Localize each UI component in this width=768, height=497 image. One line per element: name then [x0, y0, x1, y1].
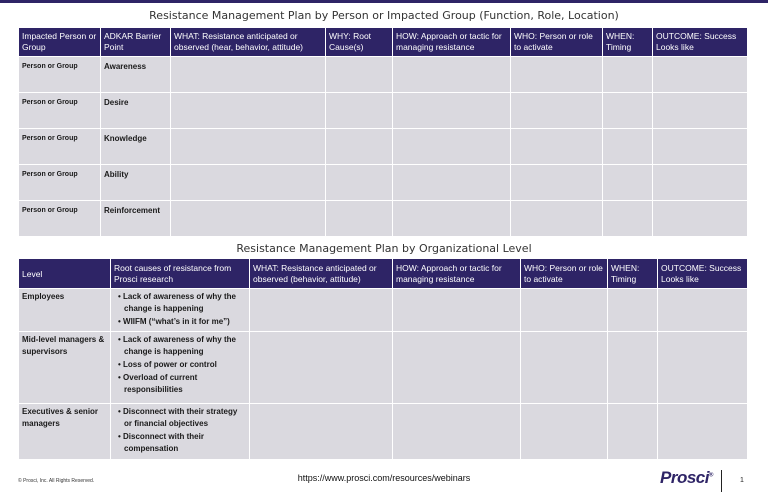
level-cell[interactable]: Executives & senior managers — [19, 404, 111, 460]
table2-header-cell: Root causes of resistance from Prosci research — [111, 259, 250, 289]
empty-cell[interactable] — [603, 165, 653, 201]
person-group-table — [18, 27, 748, 237]
table2-header-cell: Level — [19, 259, 111, 289]
empty-cell[interactable] — [608, 332, 658, 404]
empty-cell[interactable] — [511, 57, 603, 93]
empty-cell[interactable] — [608, 289, 658, 332]
empty-cell[interactable] — [603, 93, 653, 129]
empty-cell[interactable] — [393, 93, 511, 129]
cause-item: • Disconnect with their compensation — [114, 431, 246, 455]
empty-cell[interactable] — [393, 201, 511, 237]
level-cell[interactable]: Mid-level managers & supervisors — [19, 332, 111, 404]
empty-cell[interactable] — [393, 57, 511, 93]
empty-cell[interactable] — [653, 129, 748, 165]
empty-cell[interactable] — [250, 289, 393, 332]
empty-cell[interactable] — [653, 93, 748, 129]
empty-cell[interactable] — [608, 404, 658, 460]
table2-header-row — [19, 259, 748, 289]
table-row — [19, 93, 748, 129]
causes-list — [114, 334, 246, 396]
empty-cell[interactable] — [393, 289, 521, 332]
causes-list — [114, 406, 246, 455]
empty-cell[interactable] — [511, 165, 603, 201]
empty-cell[interactable] — [511, 201, 603, 237]
empty-cell[interactable] — [171, 93, 326, 129]
adkar-cell[interactable]: Knowledge — [101, 129, 171, 165]
empty-cell[interactable] — [326, 201, 393, 237]
empty-cell[interactable] — [603, 129, 653, 165]
causes-cell[interactable] — [111, 404, 250, 460]
cause-item: • Disconnect with their strategy or financial objectives — [114, 406, 246, 430]
person-cell[interactable]: Person or Group — [19, 201, 101, 237]
logo-divider — [721, 470, 722, 492]
table1-header-row — [19, 28, 748, 57]
adkar-cell[interactable]: Awareness — [101, 57, 171, 93]
table-row — [19, 404, 748, 460]
empty-cell[interactable] — [658, 289, 748, 332]
person-cell[interactable]: Person or Group — [19, 129, 101, 165]
adkar-cell[interactable]: Desire — [101, 93, 171, 129]
empty-cell[interactable] — [250, 404, 393, 460]
table-row — [19, 201, 748, 237]
table1-header-cell: OUTCOME: Success Looks like — [653, 28, 748, 57]
empty-cell[interactable] — [326, 129, 393, 165]
level-cell[interactable]: Employees — [19, 289, 111, 332]
empty-cell[interactable] — [171, 57, 326, 93]
empty-cell[interactable] — [393, 129, 511, 165]
table2-header-cell: WHEN: Timing — [608, 259, 658, 289]
cause-item: • Lack of awareness of why the change is happening — [114, 291, 246, 315]
empty-cell[interactable] — [521, 332, 608, 404]
table-row — [19, 57, 748, 93]
table2-title: Resistance Management Plan by Organizational Level — [236, 242, 532, 255]
causes-cell[interactable] — [111, 289, 250, 332]
table1-title: Resistance Management Plan by Person or Impacted Group (Function, Role, Location) — [149, 9, 619, 22]
top-rule — [0, 0, 768, 3]
table1-header-cell: WHO: Person or role to activate — [511, 28, 603, 57]
empty-cell[interactable] — [393, 165, 511, 201]
empty-cell[interactable] — [326, 165, 393, 201]
empty-cell[interactable] — [521, 404, 608, 460]
empty-cell[interactable] — [658, 404, 748, 460]
cause-item: • Overload of current responsibilities — [114, 372, 246, 396]
empty-cell[interactable] — [393, 332, 521, 404]
empty-cell[interactable] — [326, 93, 393, 129]
cause-item: • WIIFM (“what’s in it for me”) — [114, 316, 246, 328]
empty-cell[interactable] — [511, 93, 603, 129]
cause-item: • Loss of power or control — [114, 359, 246, 371]
empty-cell[interactable] — [653, 57, 748, 93]
adkar-cell[interactable]: Reinforcement — [101, 201, 171, 237]
table1-header-cell: WHAT: Resistance anticipated or observed (hear, behavior, attitude) — [171, 28, 326, 57]
empty-cell[interactable] — [603, 57, 653, 93]
webinars-link[interactable]: https://www.prosci.com/resources/webinars — [297, 473, 471, 483]
adkar-cell[interactable]: Ability — [101, 165, 171, 201]
person-cell[interactable]: Person or Group — [19, 93, 101, 129]
empty-cell[interactable] — [393, 404, 521, 460]
table1-header-cell: WHEN: Timing — [603, 28, 653, 57]
empty-cell[interactable] — [653, 201, 748, 237]
causes-cell[interactable] — [111, 332, 250, 404]
table-row — [19, 289, 748, 332]
cause-item: • Lack of awareness of why the change is happening — [114, 334, 246, 358]
page-number: 1 — [740, 477, 744, 484]
table1-header-cell: Impacted Person or Group — [19, 28, 101, 57]
empty-cell[interactable] — [250, 332, 393, 404]
empty-cell[interactable] — [171, 129, 326, 165]
org-level-table — [18, 258, 748, 460]
table2-header-cell: WHAT: Resistance anticipated or observed (behavior, attitude) — [250, 259, 393, 289]
empty-cell[interactable] — [653, 165, 748, 201]
empty-cell[interactable] — [511, 129, 603, 165]
empty-cell[interactable] — [521, 289, 608, 332]
copyright-text: © Prosci, Inc. All Rights Reserved. — [18, 478, 95, 484]
logo-text: Prosci — [660, 468, 709, 487]
table-row — [19, 165, 748, 201]
causes-list — [114, 291, 246, 328]
logo-registered-mark: ® — [708, 472, 713, 479]
empty-cell[interactable] — [603, 201, 653, 237]
empty-cell[interactable] — [171, 201, 326, 237]
prosci-logo — [660, 468, 713, 488]
empty-cell[interactable] — [171, 165, 326, 201]
empty-cell[interactable] — [658, 332, 748, 404]
table2-header-cell: OUTCOME: Success Looks like — [658, 259, 748, 289]
table2-header-cell: WHO: Person or role to activate — [521, 259, 608, 289]
empty-cell[interactable] — [326, 57, 393, 93]
person-cell[interactable]: Person or Group — [19, 57, 101, 93]
table1-header-cell: WHY: Root Cause(s) — [326, 28, 393, 57]
table-row — [19, 129, 748, 165]
table-row — [19, 332, 748, 404]
table2-header-cell: HOW: Approach or tactic for managing resistance — [393, 259, 521, 289]
person-cell[interactable]: Person or Group — [19, 165, 101, 201]
table1-header-cell: ADKAR Barrier Point — [101, 28, 171, 57]
table1-header-cell: HOW: Approach or tactic for managing resistance — [393, 28, 511, 57]
